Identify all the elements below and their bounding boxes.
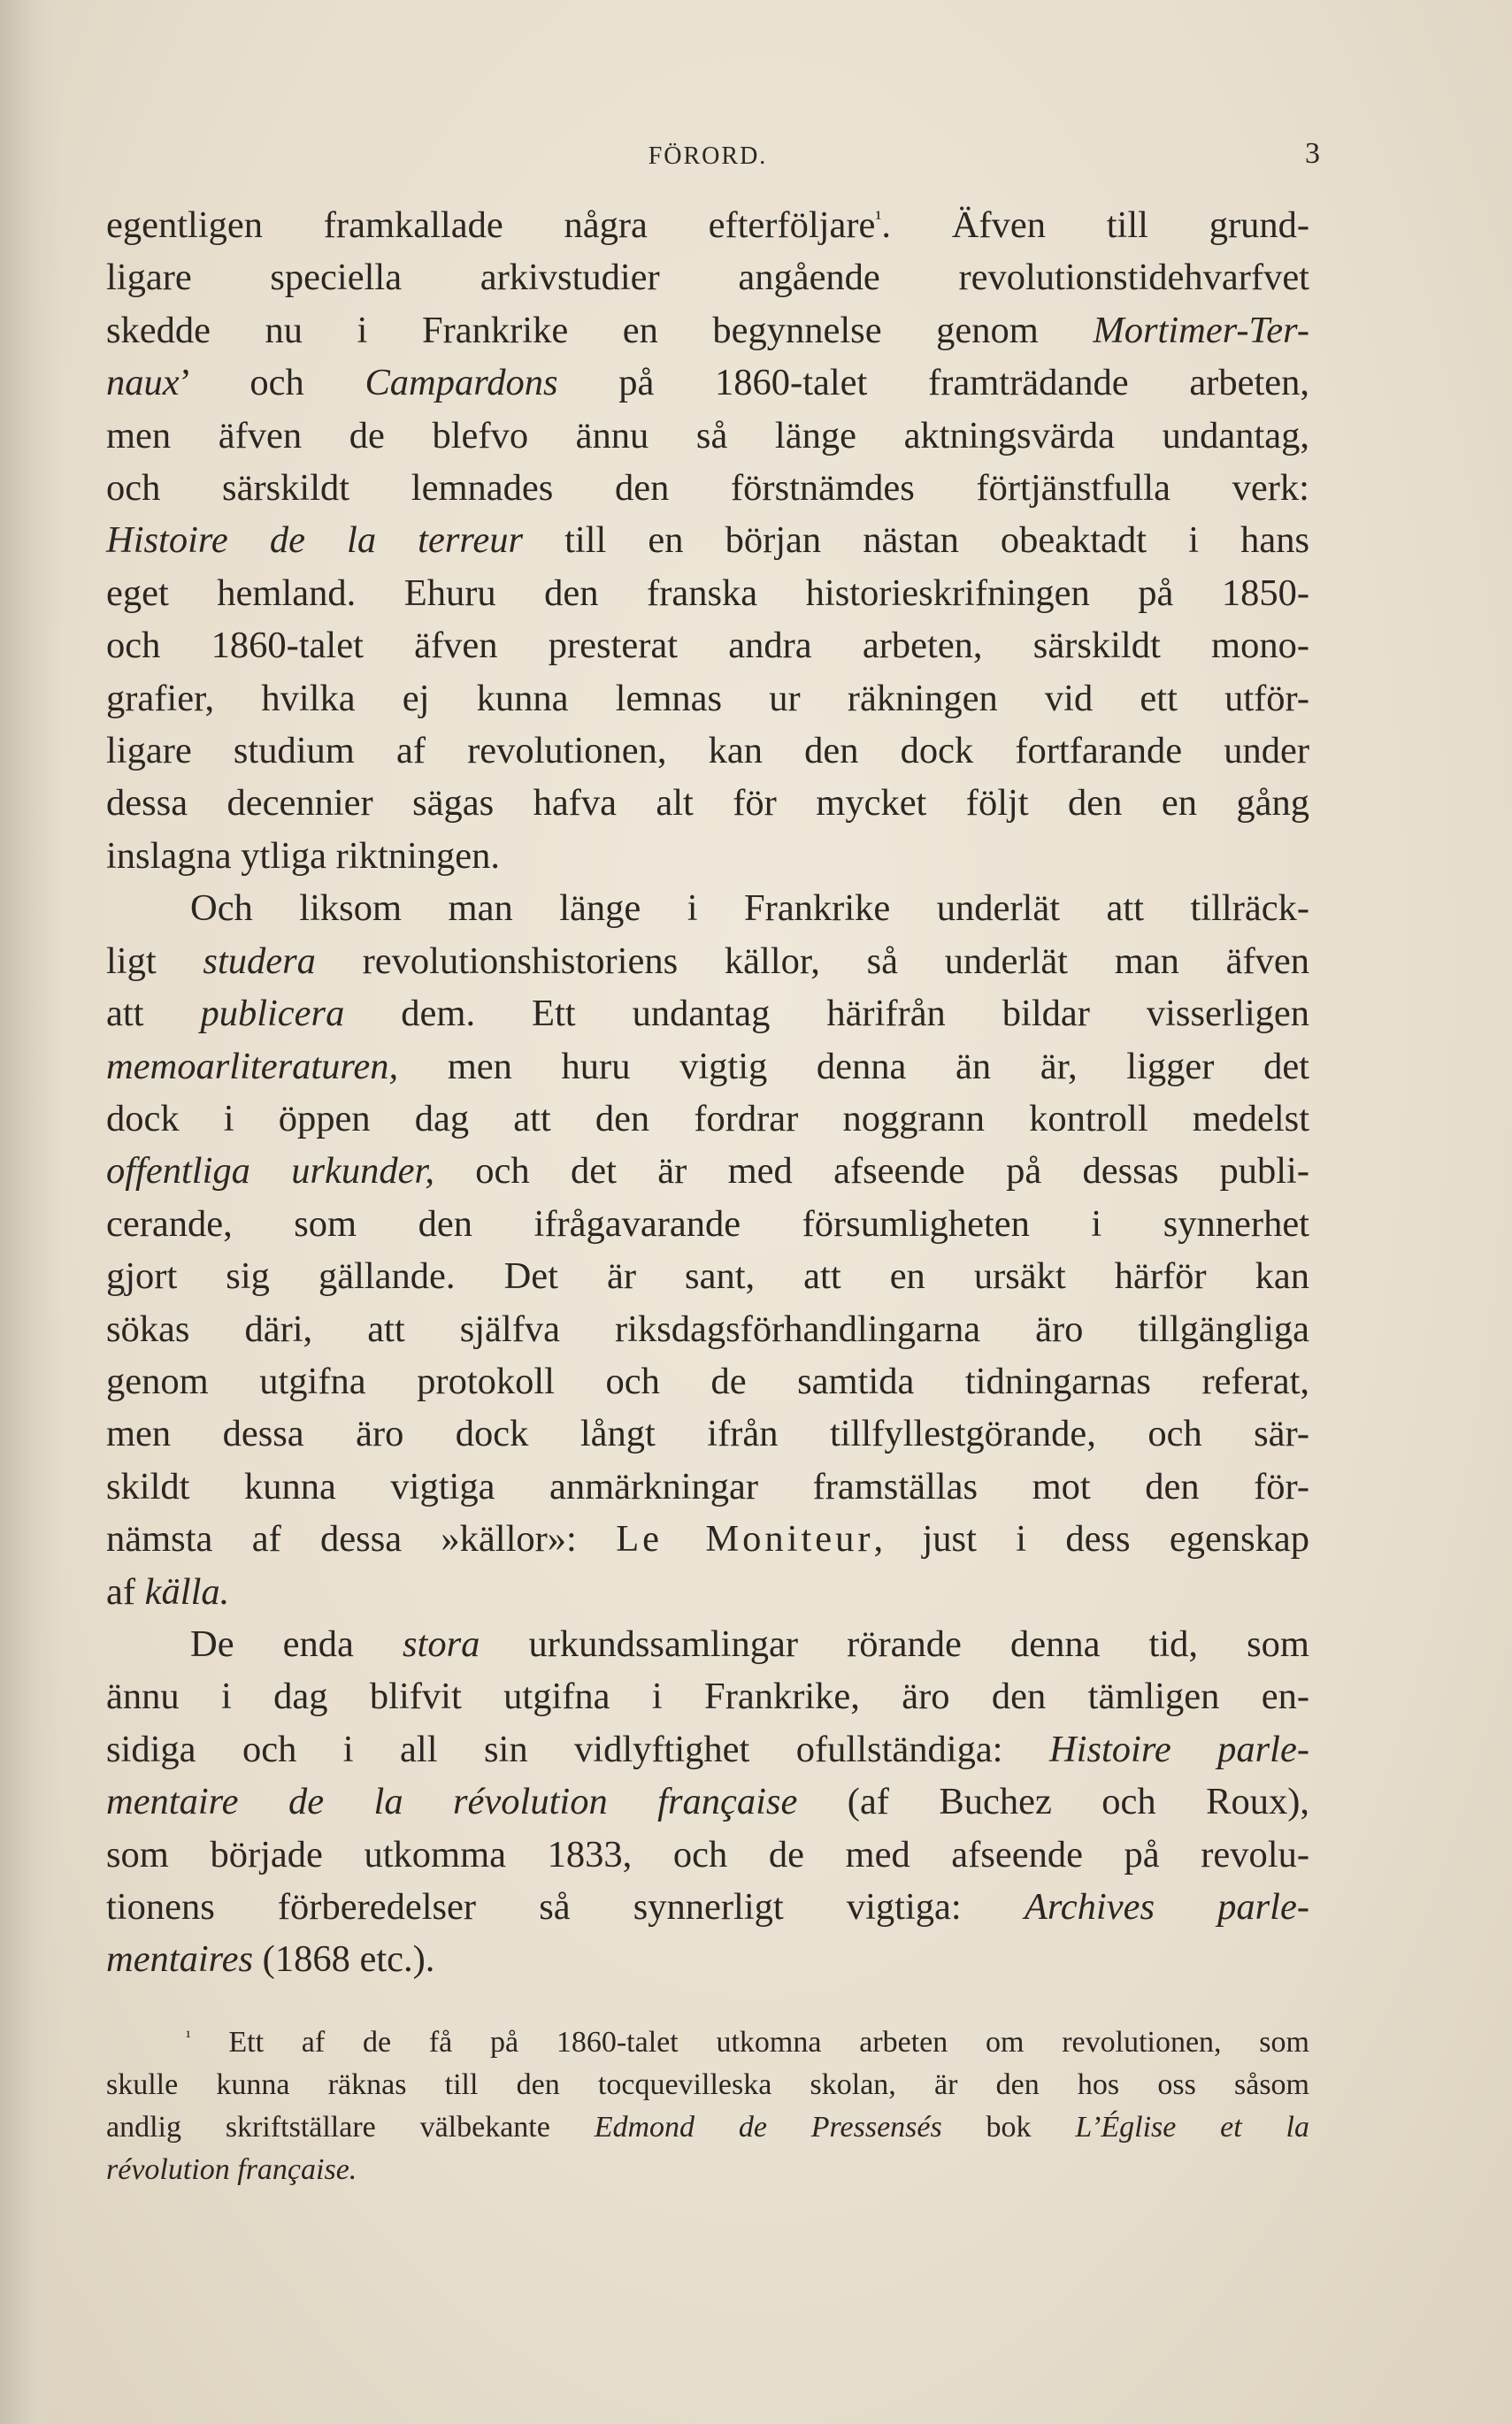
book-title: révolution française. bbox=[106, 2153, 357, 2186]
text-line: naux’ och Campardons på 1860-talet framträdande arbeten, bbox=[106, 362, 1309, 404]
author-name: Mortimer-Ter- bbox=[1093, 309, 1309, 351]
footnote-marker: ¹ bbox=[186, 2027, 191, 2046]
page-number: 3 bbox=[1305, 137, 1320, 170]
text-line: offentliga urkunder, och det är med afseende på dessas publi- bbox=[106, 1150, 1309, 1193]
footnote-line bbox=[106, 2149, 1309, 2191]
text-line: Histoire de la terreur till en början nästan obeaktadt i hans bbox=[106, 519, 1309, 562]
text-line: inslagna ytliga riktningen. bbox=[106, 834, 500, 877]
text-line: nämsta af dessa »källor»: Le Moniteur, just i dess egenskap bbox=[106, 1518, 1309, 1561]
page-edge-shadow bbox=[0, 0, 62, 2424]
text-line: skedde nu i Frankrike en begynnelse genom Mortimer-Ter- bbox=[106, 309, 1309, 351]
emphasis: memoarliteraturen, bbox=[106, 1045, 399, 1087]
text-line: grafier, hvilka ej kunna lemnas ur räkningen vid ett utför- bbox=[106, 677, 1309, 719]
newspaper-title: Le Moniteur bbox=[616, 1518, 874, 1561]
emphasis: källa. bbox=[144, 1570, 230, 1613]
text-line: sidiga och i all sin vidlyftighet ofullständiga: Histoire parle- bbox=[106, 1728, 1309, 1770]
book-title: Histoire de la terreur bbox=[106, 519, 523, 562]
emphasis: publicera bbox=[200, 993, 345, 1035]
text-line: genom utgifna protokoll och de samtida tidningarnas referat, bbox=[106, 1360, 1309, 1402]
running-title: FÖRORD. bbox=[648, 142, 768, 170]
text-line: af källa. bbox=[106, 1570, 230, 1613]
text-line: och 1860-talet äfven presterat andra arbeten, särskildt mono- bbox=[106, 625, 1309, 667]
book-title: Archives parle- bbox=[1024, 1886, 1309, 1928]
text-line: ligare speciella arkivstudier angående revolutionstidehvarfvet bbox=[106, 257, 1309, 299]
text-line: ännu i dag blifvit utgifna i Frankrike, äro den tämligen en- bbox=[106, 1676, 1309, 1718]
text-line: och särskildt lemnades den förstnämdes förtjänstfulla verk: bbox=[106, 467, 1309, 510]
text-line: som började utkomma 1833, och de med afseende på revolu- bbox=[106, 1833, 1309, 1876]
text-line: att publicera dem. Ett undantag härifrån bildar visserligen bbox=[106, 993, 1309, 1035]
book-title: L’Église et la bbox=[1075, 2111, 1309, 2144]
text-line: egentligen framkallade några efterföljare$^{^1}$. Äfven till grund- bbox=[106, 204, 1309, 246]
book-title: Histoire parle- bbox=[1048, 1728, 1309, 1770]
book-title: mentaires bbox=[106, 1938, 254, 1981]
text-line: sökas däri, att själfva riksdagsförhandlingarna äro tillgängliga bbox=[106, 1308, 1309, 1350]
page-header bbox=[106, 137, 1320, 181]
footnote-line: $^{^1}$ Ett af de få på 1860-talet utkomna arbeten om revolutionen, som bbox=[186, 2026, 1309, 2059]
footnote-line: andlig skriftställare välbekante Edmond de Pressensés bok L’Église et la bbox=[106, 2111, 1309, 2144]
text-line: memoarliteraturen, men huru vigtig denna än är, ligger det bbox=[106, 1045, 1309, 1087]
author-name: Edmond de Pressensés bbox=[594, 2111, 942, 2144]
book-title: mentaire de la révolution française bbox=[106, 1781, 798, 1823]
text-line: gjort sig gällande. Det är sant, att en ursäkt härför kan bbox=[106, 1255, 1309, 1298]
paragraph bbox=[106, 199, 1309, 882]
text-line: mentaire de la révolution française (af Buchez och Roux), bbox=[106, 1781, 1309, 1823]
text-line: eget hemland. Ehuru den franska historieskrifningen på 1850- bbox=[106, 571, 1309, 614]
text-line: ligare studium af revolutionen, kan den dock fortfarande under bbox=[106, 730, 1309, 772]
text-line: dessa decennier sägas hafva alt för mycket följt den en gång bbox=[106, 782, 1309, 825]
text-line: cerande, som den ifrågavarande försumligheten i synnerhet bbox=[106, 1202, 1309, 1245]
footnote bbox=[106, 2021, 1309, 2191]
text-line: De enda stora urkundssamlingar rörande denna tid, som bbox=[190, 1622, 1309, 1665]
text-line: skildt kunna vigtiga anmärkningar framställas mot den för- bbox=[106, 1465, 1309, 1507]
text-line: men dessa äro dock långt ifrån tillfyllestgörande, och sär- bbox=[106, 1413, 1309, 1455]
footnote-line: skulle kunna räknas till den tocquevilleska skolan, är den hos oss såsom bbox=[106, 2068, 1309, 2101]
text-line: ligt studera revolutionshistoriens källor, så underlät man äfven bbox=[106, 940, 1309, 982]
author-name: Campardons bbox=[365, 362, 558, 404]
footnote-marker: ¹ bbox=[875, 206, 882, 230]
text-line: men äfven de blefvo ännu så länge aktningsvärda undantag, bbox=[106, 414, 1309, 456]
text-line: tionens förberedelser så synnerligt vigtiga: Archives parle- bbox=[106, 1886, 1309, 1928]
body-text bbox=[106, 199, 1309, 1986]
text-line: Och liksom man länge i Frankrike underlät att tillräck- bbox=[190, 887, 1309, 930]
paragraph bbox=[106, 882, 1309, 1618]
author-name: naux bbox=[106, 362, 180, 404]
emphasis: offentliga urkunder, bbox=[106, 1150, 434, 1193]
emphasis: studera bbox=[203, 940, 316, 982]
text-line: mentaires (1868 etc.). bbox=[106, 1938, 435, 1981]
emphasis: stora bbox=[402, 1622, 480, 1665]
text-line: dock i öppen dag att den fordrar noggrann kontroll medelst bbox=[106, 1097, 1309, 1139]
paragraph bbox=[106, 1618, 1309, 1986]
